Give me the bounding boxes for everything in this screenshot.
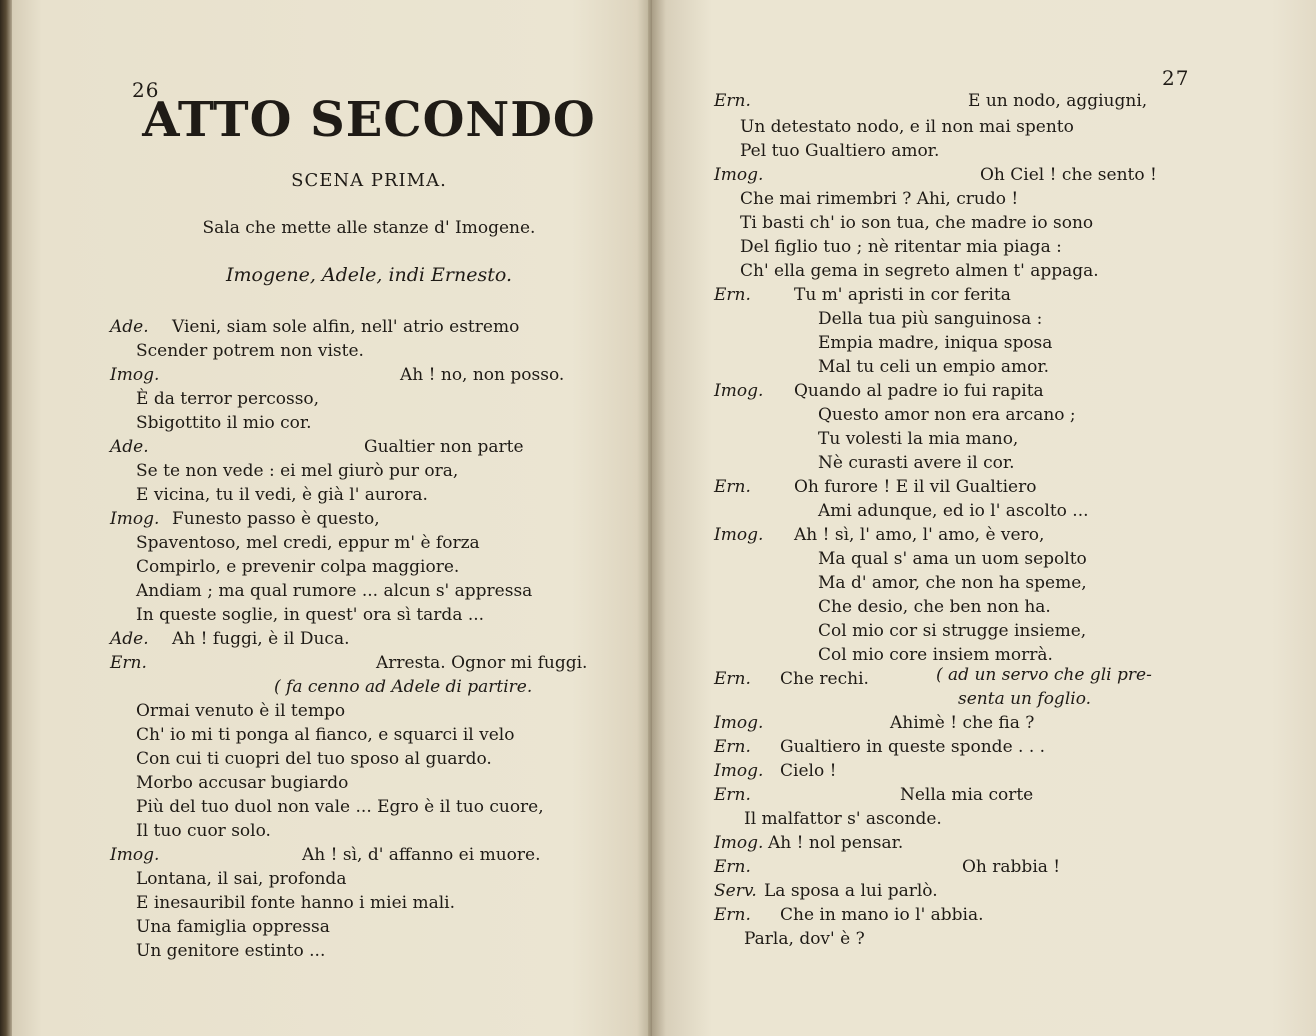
verse-line: Nè curasti avere il cor. [818, 453, 1015, 473]
speaker-label: Ern. [714, 737, 751, 757]
verse-line: Vieni, siam sole alfin, nell' atrio estremo [172, 317, 520, 337]
speaker-label: Ern. [714, 785, 751, 805]
verse-line: Che rechi. [780, 669, 869, 689]
verse-line: E inesauribil fonte hanno i miei mali. [136, 893, 456, 913]
speaker-label: Ade. [110, 629, 149, 649]
verse-line: Spaventoso, mel credi, eppur m' è forza [136, 533, 480, 553]
verse-line: Lontana, il sai, profonda [136, 869, 347, 889]
verse-line: Un detestato nodo, e il non mai spento [740, 117, 1074, 137]
verse-line: Ah ! fuggi, è il Duca. [172, 629, 350, 649]
stage-direction: ( fa cenno ad Adele di partire. [274, 677, 533, 697]
verse-line: Empia madre, iniqua sposa [818, 333, 1053, 353]
scene-characters: Imogene, Adele, indi Ernesto. [225, 264, 512, 286]
verse-line: Ah ! no, non posso. [400, 365, 565, 385]
verse-line: Ami adunque, ed io l' ascolto ... [818, 501, 1089, 521]
speaker-label: Ern. [110, 653, 147, 673]
verse-line: Ma qual s' ama un uom sepolto [818, 549, 1087, 569]
verse-line: Ma d' amor, che non ha speme, [818, 573, 1087, 593]
scene-setting: Sala che mette alle stanze d' Imogene. [202, 218, 536, 238]
verse-line: Ormai venuto è il tempo [136, 701, 346, 721]
scene-title: SCENA PRIMA. [291, 170, 447, 191]
speaker-label: Imog. [110, 365, 160, 385]
verse-line: Che mai rimembri ? Ahi, crudo ! [740, 189, 1019, 209]
verse-line: Il malfattor s' asconde. [744, 809, 942, 829]
speaker-label: Ern. [714, 669, 751, 689]
speaker-label: Serv. [714, 881, 757, 901]
verse-line: Ah ! sì, l' amo, l' amo, è vero, [794, 525, 1045, 545]
verse-line: Quando al padre io fui rapita [794, 381, 1044, 401]
verse-line: E vicina, tu il vedi, è già l' aurora. [136, 485, 428, 505]
verse-line: Cielo ! [780, 761, 837, 781]
speaker-label: Imog. [714, 381, 764, 401]
verse-line: Ch' ella gema in segreto almen t' appaga. [740, 261, 1099, 281]
verse-line: Oh rabbia ! [962, 857, 1061, 877]
verse-line: Arresta. Ognor mi fuggi. [376, 653, 588, 673]
verse-line: E un nodo, aggiugni, [968, 91, 1148, 111]
page-number: 26 [132, 78, 160, 102]
verse-line: Oh furore ! E il vil Gualtiero [794, 477, 1037, 497]
verse-line: Il tuo cuor solo. [136, 821, 271, 841]
verse-line: Ch' io mi ti ponga al fianco, e squarci il velo [136, 725, 515, 745]
speaker-label: Imog. [714, 165, 764, 185]
verse-line: Pel tuo Gualtiero amor. [740, 141, 940, 161]
speaker-label: Ern. [714, 91, 751, 111]
verse-line: Col mio core insiem morrà. [818, 645, 1053, 665]
verse-line: Del figlio tuo ; nè ritentar mia piaga : [740, 237, 1062, 257]
verse-line: Nella mia corte [900, 785, 1034, 805]
verse-line: È da terror percosso, [136, 389, 320, 409]
verse-line: Tu m' apristi in cor ferita [794, 285, 1011, 305]
page-number: 27 [1162, 66, 1190, 90]
verse-line: Ahimè ! che fia ? [890, 713, 1035, 733]
speaker-label: Imog. [714, 713, 764, 733]
verse-line: Ah ! sì, d' affanno ei muore. [302, 845, 541, 865]
speaker-label: Imog. [714, 525, 764, 545]
stage-direction: senta un foglio. [958, 689, 1092, 709]
verse-line: Gualtiero in queste sponde . . . [780, 737, 1046, 757]
verse-line: Parla, dov' è ? [744, 929, 865, 949]
verse-line: Sbigottito il mio cor. [136, 413, 312, 433]
speaker-label: Imog. [110, 845, 160, 865]
verse-line: Mal tu celi un empio amor. [818, 357, 1050, 377]
verse-line: Col mio cor si strugge insieme, [818, 621, 1087, 641]
verse-line: Che desio, che ben non ha. [818, 597, 1051, 617]
verse-line: La sposa a lui parlò. [764, 881, 938, 901]
verse-line: Ah ! nol pensar. [768, 833, 904, 853]
verse-line: Della tua più sanguinosa : [818, 309, 1043, 329]
left-page [12, 0, 652, 1036]
verse-line: Morbo accusar bugiardo [136, 773, 349, 793]
verse-line: Oh Ciel ! che sento ! [980, 165, 1157, 185]
verse-line: Un genitore estinto ... [136, 941, 326, 961]
speaker-label: Ern. [714, 477, 751, 497]
verse-line: Compirlo, e prevenir colpa maggiore. [136, 557, 460, 577]
speaker-label: Ern. [714, 857, 751, 877]
verse-line: Andiam ; ma qual rumore ... alcun s' appressa [136, 581, 533, 601]
verse-line: Questo amor non era arcano ; [818, 405, 1076, 425]
verse-line: Gualtier non parte [364, 437, 524, 457]
verse-line: Se te non vede : ei mel giurò pur ora, [136, 461, 459, 481]
verse-line: Funesto passo è questo, [172, 509, 380, 529]
speaker-label: Ern. [714, 285, 751, 305]
verse-line: Che in mano io l' abbia. [780, 905, 984, 925]
speaker-label: Ade. [110, 437, 149, 457]
verse-line: Una famiglia oppressa [136, 917, 330, 937]
speaker-label: Ade. [110, 317, 149, 337]
speaker-label: Imog. [714, 761, 764, 781]
verse-line: Scender potrem non viste. [136, 341, 364, 361]
speaker-label: Imog. [110, 509, 160, 529]
verse-line: In queste soglie, in quest' ora sì tarda ... [136, 605, 485, 625]
verse-line: Ti basti ch' io son tua, che madre io sono [740, 213, 1094, 233]
verse-line: Più del tuo duol non vale ... Egro è il tuo cuore, [136, 797, 544, 817]
verse-line: Tu volesti la mia mano, [818, 429, 1019, 449]
speaker-label: Ern. [714, 905, 751, 925]
verse-line: Con cui ti cuopri del tuo sposo al guardo. [136, 749, 492, 769]
right-page [652, 0, 1316, 1036]
speaker-label: Imog. [714, 833, 764, 853]
stage-direction: ( ad un servo che gli pre- [936, 665, 1152, 685]
act-title: ATTO SECONDO [142, 92, 596, 148]
